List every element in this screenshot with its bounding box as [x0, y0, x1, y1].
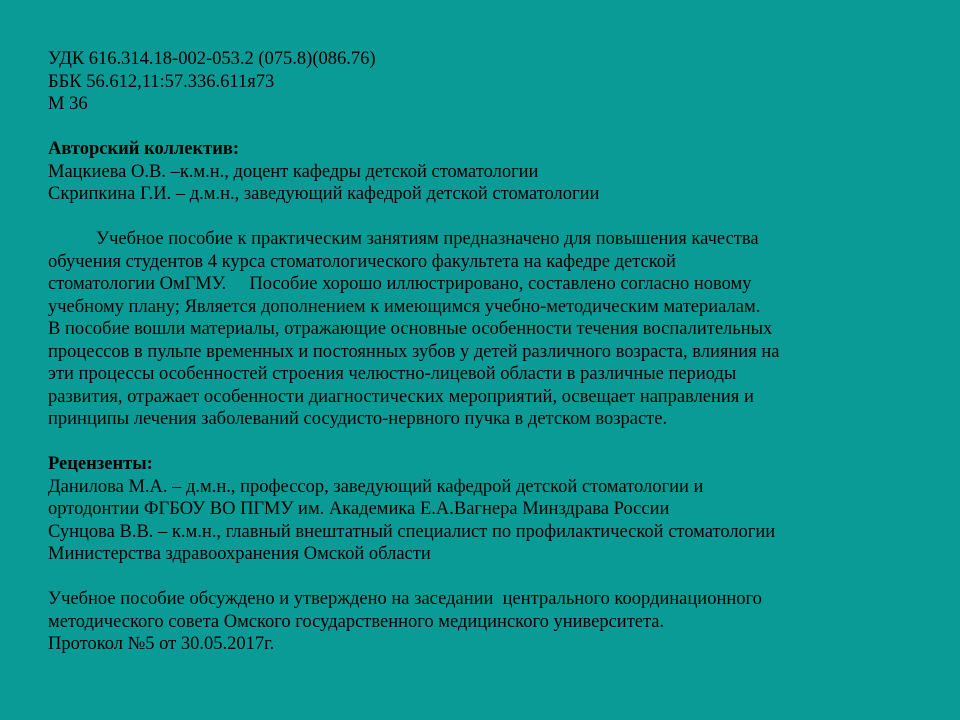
authors-heading: Авторский коллектив:: [48, 139, 240, 159]
annotation-line: процессов в пульпе временных и постоянных зубов у детей различного возраста, влияния на: [48, 341, 780, 362]
reviewers-heading: Рецензенты:: [48, 454, 153, 474]
author-line: Мацкиева О.В. –к.м.н., доцент кафедры детской стоматологии: [48, 161, 539, 182]
approval-line: методического совета Омского государственного медицинского университета.: [48, 611, 665, 632]
annotation-line: принципы лечения заболеваний сосудисто-нервного пучка в детском возрасте.: [48, 409, 668, 429]
reviewer-line: Сунцова В.В. – к.м.н., главный внештатный специалист по профилактической стоматологии: [48, 521, 776, 542]
annotation-line: обучения студентов 4 курса стоматологического факультета на кафедре детской: [48, 251, 676, 272]
annotation-line: эти процессы особенностей строения челюстно-лицевой области в различные периоды: [48, 364, 737, 384]
approval-block: [48, 588, 928, 656]
protocol-line: Протокол №5 от 30.05.2017г.: [48, 634, 275, 654]
bbk-code: ББК 56.612,11:57.336.611я73: [48, 71, 275, 92]
approval-line: Учебное пособие обсуждено и утверждено на заседании центрального координационного: [48, 589, 762, 609]
author-mark: М 36: [48, 94, 88, 114]
authors-block: [48, 138, 928, 206]
annotation-line: Учебное пособие к практическим занятиям предназначено для повышения качества: [96, 229, 759, 249]
spacer: [48, 431, 928, 454]
reviewer-line: ортодонтии ФГБОУ ВО ПГМУ им. Академика Е.А.Вагнера Минздрава России: [48, 499, 670, 519]
document-page: [48, 48, 928, 656]
reviewer-line: Министерства здравоохранения Омской области: [48, 544, 431, 564]
spacer: [48, 566, 928, 589]
reviewer-line: Данилова М.А. – д.м.н., профессор, заведующий кафедрой детской стоматологии и: [48, 476, 704, 497]
spacer: [48, 116, 928, 139]
annotation-line: стоматологии ОмГМУ. Пособие хорошо иллюстрировано, составлено согласно новому: [48, 274, 752, 294]
author-line: Скрипкина Г.И. – д.м.н., заведующий кафедрой детской стоматологии: [48, 184, 600, 204]
spacer: [48, 206, 928, 229]
annotation-line: В пособие вошли материалы, отражающие основные особенности течения воспалительных: [48, 319, 773, 339]
classification-block: [48, 48, 928, 116]
udk-code: УДК 616.314.18-002-053.2 (075.8)(086.76): [48, 49, 376, 69]
annotation-line: развития, отражает особенности диагностических мероприятий, освещает направления и: [48, 386, 754, 407]
reviewers-block: [48, 453, 928, 566]
annotation-block: [48, 228, 928, 431]
annotation-line: учебному плану; Является дополнением к имеющимся учебно-методическим материалам.: [48, 296, 761, 317]
